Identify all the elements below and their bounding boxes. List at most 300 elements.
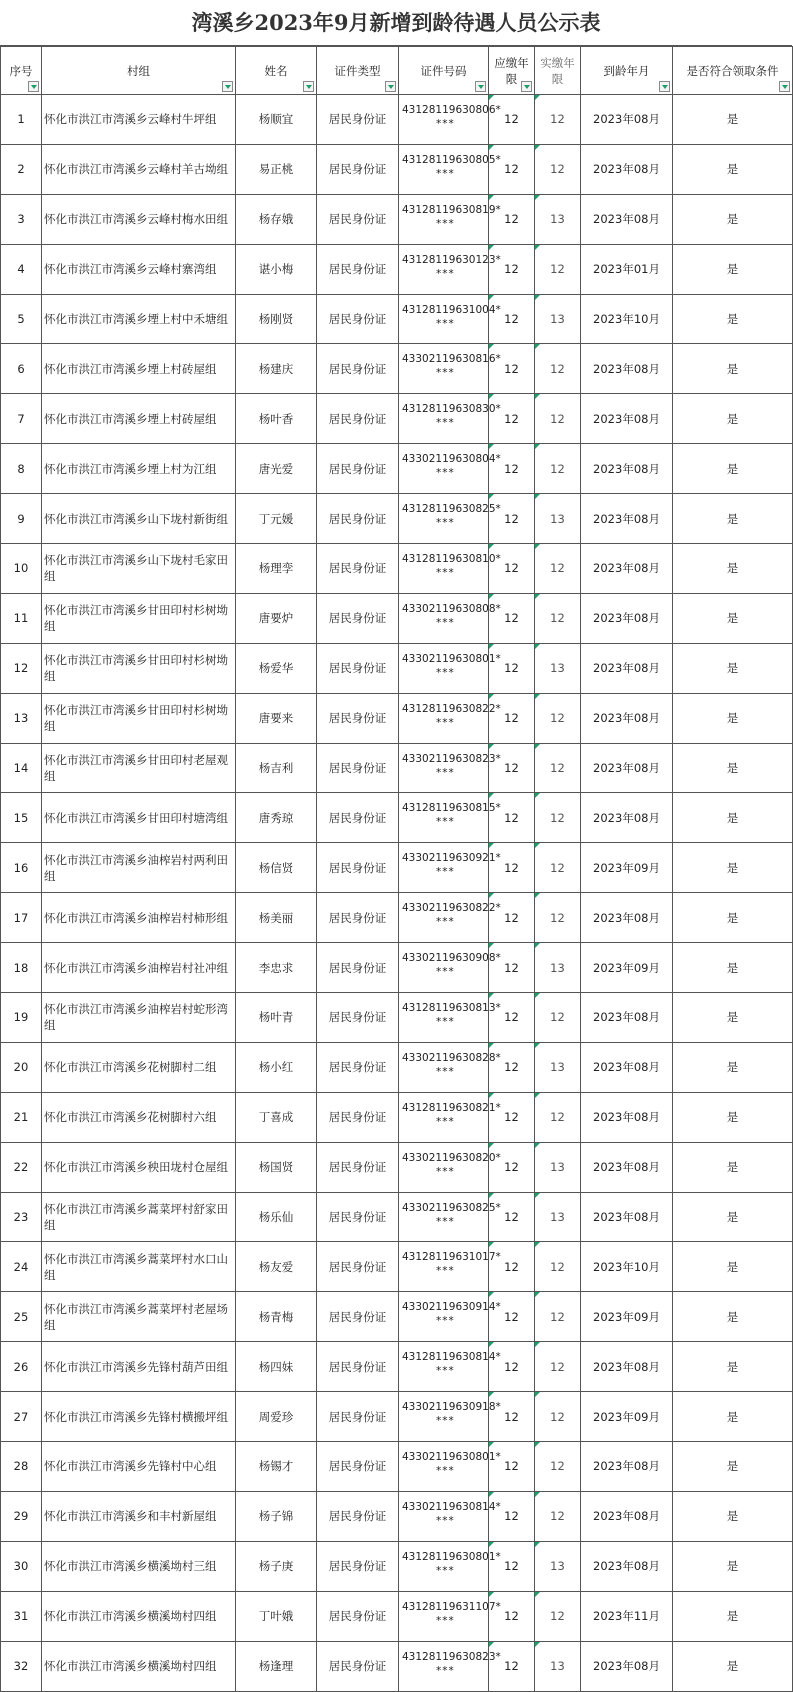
cell-age-month[interactable] bbox=[581, 1342, 673, 1392]
cell-id-number[interactable] bbox=[399, 1142, 501, 1192]
cell-required-years[interactable] bbox=[489, 1641, 535, 1691]
cell-paid-years[interactable] bbox=[535, 1641, 581, 1691]
cell-name[interactable] bbox=[236, 95, 317, 145]
cell-name[interactable] bbox=[236, 1442, 317, 1492]
cell-village[interactable] bbox=[42, 893, 236, 943]
cell-id-type[interactable] bbox=[317, 544, 399, 594]
cell-name[interactable] bbox=[236, 1142, 317, 1192]
cell-seq[interactable] bbox=[1, 294, 42, 344]
cell-id-type[interactable] bbox=[317, 144, 399, 194]
cell-seq[interactable] bbox=[1, 1292, 42, 1342]
cell-required-years[interactable] bbox=[489, 1092, 535, 1142]
cell-id-type[interactable] bbox=[317, 344, 399, 394]
cell-required-years[interactable] bbox=[489, 1442, 535, 1492]
cell-seq[interactable] bbox=[1, 643, 42, 693]
cell-id-number[interactable] bbox=[399, 1042, 501, 1092]
cell-required-years[interactable] bbox=[489, 1042, 535, 1092]
cell-name[interactable] bbox=[236, 993, 317, 1043]
cell-age-month[interactable] bbox=[581, 1142, 673, 1192]
cell-village[interactable] bbox=[42, 1591, 236, 1641]
cell-age-month[interactable] bbox=[581, 394, 673, 444]
cell-village[interactable] bbox=[42, 693, 236, 743]
cell-village[interactable] bbox=[42, 95, 236, 145]
cell-age-month[interactable] bbox=[581, 1192, 673, 1242]
cell-eligible[interactable] bbox=[673, 1142, 793, 1192]
cell-eligible[interactable] bbox=[673, 394, 793, 444]
cell-id-number[interactable] bbox=[399, 1491, 501, 1541]
cell-paid-years[interactable] bbox=[535, 144, 581, 194]
cell-age-month[interactable] bbox=[581, 144, 673, 194]
cell-id-number[interactable] bbox=[399, 643, 501, 693]
cell-village[interactable] bbox=[42, 1042, 236, 1092]
cell-village[interactable] bbox=[42, 444, 236, 494]
cell-name[interactable] bbox=[236, 1042, 317, 1092]
cell-seq[interactable] bbox=[1, 344, 42, 394]
cell-name[interactable] bbox=[236, 394, 317, 444]
cell-id-type[interactable] bbox=[317, 1192, 399, 1242]
cell-seq[interactable] bbox=[1, 95, 42, 145]
cell-village[interactable] bbox=[42, 643, 236, 693]
cell-id-type[interactable] bbox=[317, 1541, 399, 1591]
cell-village[interactable] bbox=[42, 793, 236, 843]
cell-eligible[interactable] bbox=[673, 1641, 793, 1691]
cell-id-number[interactable] bbox=[399, 993, 501, 1043]
cell-id-type[interactable] bbox=[317, 1242, 399, 1292]
cell-age-month[interactable] bbox=[581, 1392, 673, 1442]
cell-id-type[interactable] bbox=[317, 993, 399, 1043]
cell-id-type[interactable] bbox=[317, 1342, 399, 1392]
cell-paid-years[interactable] bbox=[535, 1591, 581, 1641]
cell-id-number[interactable] bbox=[399, 344, 501, 394]
cell-village[interactable] bbox=[42, 144, 236, 194]
cell-seq[interactable] bbox=[1, 1541, 42, 1591]
cell-age-month[interactable] bbox=[581, 494, 673, 544]
cell-id-type[interactable] bbox=[317, 643, 399, 693]
cell-required-years[interactable] bbox=[489, 643, 535, 693]
cell-id-type[interactable] bbox=[317, 394, 399, 444]
cell-age-month[interactable] bbox=[581, 95, 673, 145]
cell-age-month[interactable] bbox=[581, 244, 673, 294]
cell-required-years[interactable] bbox=[489, 344, 535, 394]
cell-paid-years[interactable] bbox=[535, 1042, 581, 1092]
cell-village[interactable] bbox=[42, 194, 236, 244]
cell-village[interactable] bbox=[42, 244, 236, 294]
cell-required-years[interactable] bbox=[489, 144, 535, 194]
cell-age-month[interactable] bbox=[581, 993, 673, 1043]
cell-village[interactable] bbox=[42, 494, 236, 544]
cell-id-type[interactable] bbox=[317, 843, 399, 893]
cell-age-month[interactable] bbox=[581, 1641, 673, 1691]
cell-age-month[interactable] bbox=[581, 643, 673, 693]
cell-required-years[interactable] bbox=[489, 893, 535, 943]
cell-paid-years[interactable] bbox=[535, 593, 581, 643]
cell-seq[interactable] bbox=[1, 194, 42, 244]
filter-dropdown-icon[interactable] bbox=[475, 81, 486, 92]
cell-age-month[interactable] bbox=[581, 344, 673, 394]
cell-name[interactable] bbox=[236, 144, 317, 194]
cell-age-month[interactable] bbox=[581, 793, 673, 843]
cell-village[interactable] bbox=[42, 344, 236, 394]
cell-id-number[interactable] bbox=[399, 793, 501, 843]
cell-required-years[interactable] bbox=[489, 1591, 535, 1641]
cell-name[interactable] bbox=[236, 1192, 317, 1242]
cell-seq[interactable] bbox=[1, 1491, 42, 1541]
cell-eligible[interactable] bbox=[673, 1342, 793, 1392]
cell-id-type[interactable] bbox=[317, 194, 399, 244]
cell-eligible[interactable] bbox=[673, 993, 793, 1043]
cell-id-number[interactable] bbox=[399, 1541, 501, 1591]
filter-dropdown-icon[interactable] bbox=[659, 81, 670, 92]
cell-id-type[interactable] bbox=[317, 743, 399, 793]
cell-eligible[interactable] bbox=[673, 244, 793, 294]
cell-name[interactable] bbox=[236, 494, 317, 544]
cell-paid-years[interactable] bbox=[535, 244, 581, 294]
cell-id-number[interactable] bbox=[399, 743, 501, 793]
cell-id-number[interactable] bbox=[399, 593, 501, 643]
cell-eligible[interactable] bbox=[673, 1591, 793, 1641]
cell-paid-years[interactable] bbox=[535, 1142, 581, 1192]
cell-id-number[interactable] bbox=[399, 1591, 501, 1641]
cell-seq[interactable] bbox=[1, 1192, 42, 1242]
cell-id-number[interactable] bbox=[399, 843, 501, 893]
cell-paid-years[interactable] bbox=[535, 1491, 581, 1541]
cell-required-years[interactable] bbox=[489, 1192, 535, 1242]
cell-village[interactable] bbox=[42, 943, 236, 993]
cell-id-type[interactable] bbox=[317, 1042, 399, 1092]
cell-eligible[interactable] bbox=[673, 1541, 793, 1591]
cell-required-years[interactable] bbox=[489, 1491, 535, 1541]
cell-age-month[interactable] bbox=[581, 943, 673, 993]
cell-id-type[interactable] bbox=[317, 893, 399, 943]
cell-age-month[interactable] bbox=[581, 843, 673, 893]
cell-seq[interactable] bbox=[1, 444, 42, 494]
cell-village[interactable] bbox=[42, 843, 236, 893]
cell-age-month[interactable] bbox=[581, 294, 673, 344]
cell-paid-years[interactable] bbox=[535, 294, 581, 344]
cell-required-years[interactable] bbox=[489, 394, 535, 444]
cell-age-month[interactable] bbox=[581, 1491, 673, 1541]
cell-paid-years[interactable] bbox=[535, 544, 581, 594]
cell-required-years[interactable] bbox=[489, 593, 535, 643]
cell-name[interactable] bbox=[236, 843, 317, 893]
table-row bbox=[1, 1092, 793, 1142]
cell-paid-years[interactable] bbox=[535, 1192, 581, 1242]
cell-seq[interactable] bbox=[1, 1242, 42, 1292]
cell-eligible[interactable] bbox=[673, 144, 793, 194]
cell-village[interactable] bbox=[42, 1641, 236, 1691]
cell-id-number[interactable] bbox=[399, 294, 501, 344]
cell-paid-years[interactable] bbox=[535, 95, 581, 145]
cell-required-years[interactable] bbox=[489, 194, 535, 244]
cell-id-number[interactable] bbox=[399, 1242, 501, 1292]
cell-eligible[interactable] bbox=[673, 743, 793, 793]
cell-paid-years[interactable] bbox=[535, 194, 581, 244]
cell-paid-years[interactable] bbox=[535, 643, 581, 693]
cell-eligible[interactable] bbox=[673, 444, 793, 494]
cell-id-type[interactable] bbox=[317, 95, 399, 145]
cell-id-number[interactable] bbox=[399, 494, 501, 544]
cell-age-month[interactable] bbox=[581, 1541, 673, 1591]
cell-id-type[interactable] bbox=[317, 1641, 399, 1691]
cell-paid-years[interactable] bbox=[535, 394, 581, 444]
cell-id-number[interactable] bbox=[399, 1641, 501, 1691]
filter-dropdown-icon[interactable] bbox=[303, 81, 314, 92]
cell-village[interactable] bbox=[42, 394, 236, 444]
cell-village[interactable] bbox=[42, 1142, 236, 1192]
cell-seq[interactable] bbox=[1, 494, 42, 544]
cell-name[interactable] bbox=[236, 893, 317, 943]
id-type-value: 居民身份证 bbox=[328, 1559, 387, 1574]
cell-name[interactable] bbox=[236, 943, 317, 993]
cell-village[interactable] bbox=[42, 294, 236, 344]
cell-seq[interactable] bbox=[1, 943, 42, 993]
cell-seq[interactable] bbox=[1, 593, 42, 643]
cell-required-years[interactable] bbox=[489, 294, 535, 344]
cell-age-month[interactable] bbox=[581, 194, 673, 244]
cell-eligible[interactable] bbox=[673, 593, 793, 643]
cell-eligible[interactable] bbox=[673, 643, 793, 693]
cell-id-number[interactable] bbox=[399, 893, 501, 943]
cell-name[interactable] bbox=[236, 1242, 317, 1292]
cell-name[interactable] bbox=[236, 1541, 317, 1591]
cell-name[interactable] bbox=[236, 743, 317, 793]
cell-paid-years[interactable] bbox=[535, 943, 581, 993]
cell-required-years[interactable] bbox=[489, 1541, 535, 1591]
cell-eligible[interactable] bbox=[673, 194, 793, 244]
filter-dropdown-icon[interactable] bbox=[521, 81, 532, 92]
cell-name[interactable] bbox=[236, 1292, 317, 1342]
cell-village[interactable] bbox=[42, 1242, 236, 1292]
cell-id-type[interactable] bbox=[317, 793, 399, 843]
cell-paid-years[interactable] bbox=[535, 494, 581, 544]
cell-age-month[interactable] bbox=[581, 593, 673, 643]
cell-name[interactable] bbox=[236, 793, 317, 843]
cell-seq[interactable] bbox=[1, 1392, 42, 1442]
cell-id-number[interactable] bbox=[399, 544, 501, 594]
cell-required-years[interactable] bbox=[489, 1242, 535, 1292]
cell-required-years[interactable] bbox=[489, 244, 535, 294]
cell-eligible[interactable] bbox=[673, 95, 793, 145]
cell-name[interactable] bbox=[236, 1092, 317, 1142]
cell-eligible[interactable] bbox=[673, 693, 793, 743]
cell-village[interactable] bbox=[42, 1092, 236, 1142]
cell-id-number[interactable] bbox=[399, 144, 501, 194]
cell-id-number[interactable] bbox=[399, 1392, 501, 1442]
cell-village[interactable] bbox=[42, 544, 236, 594]
cell-eligible[interactable] bbox=[673, 943, 793, 993]
cell-id-number[interactable] bbox=[399, 1192, 501, 1242]
cell-seq[interactable] bbox=[1, 1142, 42, 1192]
cell-seq[interactable] bbox=[1, 693, 42, 743]
cell-paid-years[interactable] bbox=[535, 893, 581, 943]
cell-required-years[interactable] bbox=[489, 494, 535, 544]
cell-id-number[interactable] bbox=[399, 244, 501, 294]
cell-eligible[interactable] bbox=[673, 494, 793, 544]
cell-seq[interactable] bbox=[1, 843, 42, 893]
cell-id-number[interactable] bbox=[399, 95, 501, 145]
cell-village[interactable] bbox=[42, 1541, 236, 1591]
cell-required-years[interactable] bbox=[489, 544, 535, 594]
cell-eligible[interactable] bbox=[673, 1242, 793, 1292]
cell-id-type[interactable] bbox=[317, 593, 399, 643]
cell-id-number[interactable] bbox=[399, 394, 501, 444]
cell-paid-years[interactable] bbox=[535, 1392, 581, 1442]
cell-age-month[interactable] bbox=[581, 1442, 673, 1492]
cell-id-type[interactable] bbox=[317, 1142, 399, 1192]
cell-seq[interactable] bbox=[1, 1442, 42, 1492]
cell-name[interactable] bbox=[236, 593, 317, 643]
cell-id-number[interactable] bbox=[399, 444, 501, 494]
filter-dropdown-icon[interactable] bbox=[779, 81, 790, 92]
cell-name[interactable] bbox=[236, 444, 317, 494]
cell-eligible[interactable] bbox=[673, 544, 793, 594]
cell-id-number[interactable] bbox=[399, 943, 501, 993]
cell-village[interactable] bbox=[42, 993, 236, 1043]
cell-eligible[interactable] bbox=[673, 344, 793, 394]
cell-name[interactable] bbox=[236, 1491, 317, 1541]
cell-id-type[interactable] bbox=[317, 943, 399, 993]
cell-village[interactable] bbox=[42, 1442, 236, 1492]
cell-required-years[interactable] bbox=[489, 993, 535, 1043]
cell-id-type[interactable] bbox=[317, 1292, 399, 1342]
cell-required-years[interactable] bbox=[489, 444, 535, 494]
cell-seq[interactable] bbox=[1, 1042, 42, 1092]
cell-paid-years[interactable] bbox=[535, 693, 581, 743]
cell-age-month[interactable] bbox=[581, 1591, 673, 1641]
cell-age-month[interactable] bbox=[581, 1242, 673, 1292]
cell-seq[interactable] bbox=[1, 793, 42, 843]
cell-paid-years[interactable] bbox=[535, 1342, 581, 1392]
cell-required-years[interactable] bbox=[489, 743, 535, 793]
cell-id-number[interactable] bbox=[399, 1342, 501, 1392]
cell-id-number[interactable] bbox=[399, 1292, 501, 1342]
cell-age-month[interactable] bbox=[581, 1092, 673, 1142]
id-number-value: 43128119630821* bbox=[402, 1101, 501, 1114]
cell-eligible[interactable] bbox=[673, 793, 793, 843]
cell-paid-years[interactable] bbox=[535, 1442, 581, 1492]
cell-paid-years[interactable] bbox=[535, 344, 581, 394]
cell-id-number[interactable] bbox=[399, 194, 501, 244]
cell-age-month[interactable] bbox=[581, 1292, 673, 1342]
cell-name[interactable] bbox=[236, 693, 317, 743]
cell-eligible[interactable] bbox=[673, 1292, 793, 1342]
cell-village[interactable] bbox=[42, 1192, 236, 1242]
cell-name[interactable] bbox=[236, 1392, 317, 1442]
cell-required-years[interactable] bbox=[489, 95, 535, 145]
cell-seq[interactable] bbox=[1, 1641, 42, 1691]
cell-seq[interactable] bbox=[1, 244, 42, 294]
cell-id-type[interactable] bbox=[317, 294, 399, 344]
cell-name[interactable] bbox=[236, 344, 317, 394]
cell-seq[interactable] bbox=[1, 544, 42, 594]
cell-paid-years[interactable] bbox=[535, 743, 581, 793]
cell-paid-years[interactable] bbox=[535, 1541, 581, 1591]
cell-eligible[interactable] bbox=[673, 843, 793, 893]
cell-name[interactable] bbox=[236, 643, 317, 693]
cell-seq[interactable] bbox=[1, 1591, 42, 1641]
cell-eligible[interactable] bbox=[673, 1192, 793, 1242]
cell-required-years[interactable] bbox=[489, 793, 535, 843]
cell-required-years[interactable] bbox=[489, 1292, 535, 1342]
cell-required-years[interactable] bbox=[489, 693, 535, 743]
cell-eligible[interactable] bbox=[673, 1092, 793, 1142]
cell-paid-years[interactable] bbox=[535, 1092, 581, 1142]
seq-value: 6 bbox=[17, 361, 25, 376]
cell-village[interactable] bbox=[42, 593, 236, 643]
cell-name[interactable] bbox=[236, 244, 317, 294]
cell-seq[interactable] bbox=[1, 743, 42, 793]
cell-name[interactable] bbox=[236, 294, 317, 344]
filter-dropdown-icon[interactable] bbox=[385, 81, 396, 92]
cell-seq[interactable] bbox=[1, 1342, 42, 1392]
cell-id-type[interactable] bbox=[317, 244, 399, 294]
cell-paid-years[interactable] bbox=[535, 843, 581, 893]
cell-eligible[interactable] bbox=[673, 294, 793, 344]
cell-required-years[interactable] bbox=[489, 1142, 535, 1192]
cell-id-type[interactable] bbox=[317, 1392, 399, 1442]
cell-seq[interactable] bbox=[1, 993, 42, 1043]
cell-seq[interactable] bbox=[1, 394, 42, 444]
cell-paid-years[interactable] bbox=[535, 1242, 581, 1292]
cell-id-type[interactable] bbox=[317, 693, 399, 743]
cell-eligible[interactable] bbox=[673, 1392, 793, 1442]
cell-eligible[interactable] bbox=[673, 1491, 793, 1541]
cell-eligible[interactable] bbox=[673, 893, 793, 943]
cell-required-years[interactable] bbox=[489, 1392, 535, 1442]
cell-age-month[interactable] bbox=[581, 693, 673, 743]
cell-village[interactable] bbox=[42, 743, 236, 793]
cell-age-month[interactable] bbox=[581, 544, 673, 594]
cell-eligible[interactable] bbox=[673, 1442, 793, 1492]
cell-age-month[interactable] bbox=[581, 444, 673, 494]
filter-dropdown-icon[interactable] bbox=[28, 81, 39, 92]
cell-name[interactable] bbox=[236, 1591, 317, 1641]
filter-dropdown-icon[interactable] bbox=[222, 81, 233, 92]
cell-required-years[interactable] bbox=[489, 943, 535, 993]
cell-eligible[interactable] bbox=[673, 1042, 793, 1092]
cell-paid-years[interactable] bbox=[535, 444, 581, 494]
cell-paid-years[interactable] bbox=[535, 993, 581, 1043]
cell-paid-years[interactable] bbox=[535, 793, 581, 843]
cell-id-number[interactable] bbox=[399, 1442, 501, 1492]
cell-age-month[interactable] bbox=[581, 893, 673, 943]
cell-id-type[interactable] bbox=[317, 1442, 399, 1492]
cell-seq[interactable] bbox=[1, 1092, 42, 1142]
cell-id-type[interactable] bbox=[317, 1491, 399, 1541]
cell-village[interactable] bbox=[42, 1491, 236, 1541]
cell-id-number[interactable] bbox=[399, 1092, 501, 1142]
cell-seq[interactable] bbox=[1, 893, 42, 943]
cell-name[interactable] bbox=[236, 1342, 317, 1392]
cell-required-years[interactable] bbox=[489, 1342, 535, 1392]
cell-id-type[interactable] bbox=[317, 494, 399, 544]
cell-seq[interactable] bbox=[1, 144, 42, 194]
cell-name[interactable] bbox=[236, 194, 317, 244]
cell-id-type[interactable] bbox=[317, 1092, 399, 1142]
cell-id-type[interactable] bbox=[317, 444, 399, 494]
cell-paid-years[interactable] bbox=[535, 1292, 581, 1342]
cell-name[interactable] bbox=[236, 544, 317, 594]
cell-name[interactable] bbox=[236, 1641, 317, 1691]
cell-id-number[interactable] bbox=[399, 693, 501, 743]
cell-required-years[interactable] bbox=[489, 843, 535, 893]
cell-id-type[interactable] bbox=[317, 1591, 399, 1641]
cell-age-month[interactable] bbox=[581, 1042, 673, 1092]
cell-village[interactable] bbox=[42, 1342, 236, 1392]
cell-age-month[interactable] bbox=[581, 743, 673, 793]
cell-village[interactable] bbox=[42, 1292, 236, 1342]
cell-village[interactable] bbox=[42, 1392, 236, 1442]
